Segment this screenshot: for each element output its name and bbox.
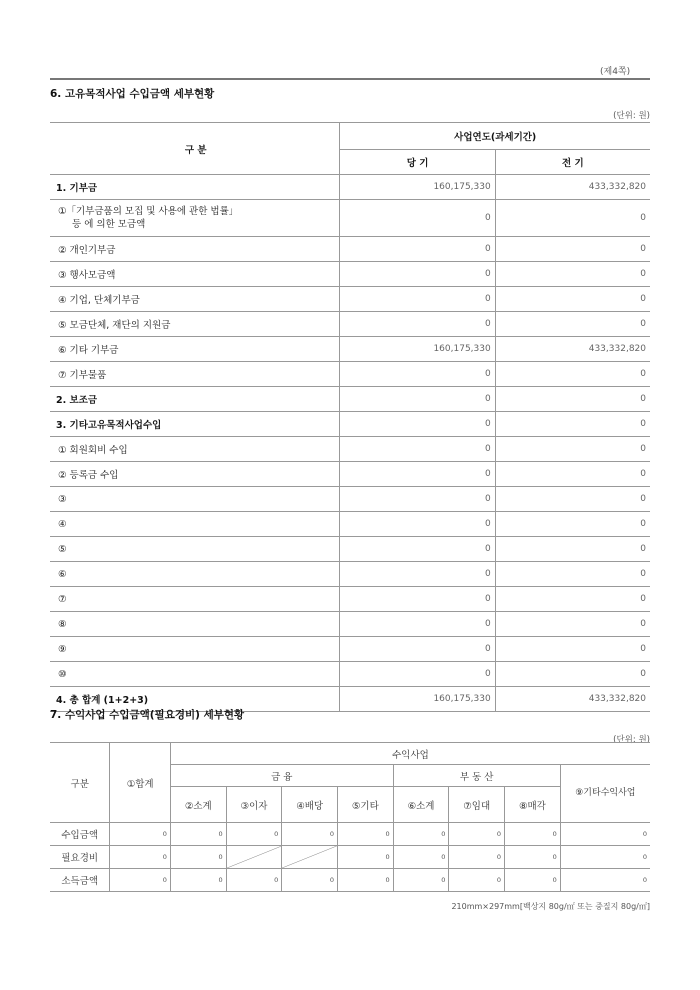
income-row-previous: 433,332,820: [495, 687, 650, 712]
header-current: 당 기: [340, 150, 495, 175]
t7-header-sale: ⑧매각: [505, 787, 561, 823]
income-row-label: [50, 262, 340, 287]
income-row-label-text: ⑦ 기부물품: [58, 370, 107, 381]
income-row: [50, 512, 650, 537]
business-row-value: 0: [337, 846, 393, 869]
income-row-label-text: 1. 기부금: [56, 183, 98, 194]
t7-header-fin-subtotal: ②소계: [170, 787, 226, 823]
business-row-value: 0: [110, 846, 170, 869]
income-row-previous: 0: [495, 237, 650, 262]
income-row-label-text: 3. 기타고유목적사업수입: [56, 420, 162, 431]
paper-spec-footer: 210mm×297mm[백상지 80g/㎡ 또는 중질지 80g/㎡]: [451, 902, 650, 911]
not-applicable-cell: [282, 846, 338, 869]
t7-header-re-subtotal: ⑥소계: [393, 787, 449, 823]
t7-header-realestate: 부 동 산: [393, 765, 560, 787]
income-row: [50, 237, 650, 262]
business-row-value: 0: [110, 823, 170, 846]
income-row-label-text: ② 개인기부금: [58, 245, 116, 256]
income-row: [50, 637, 650, 662]
income-row-previous: 0: [495, 662, 650, 687]
income-row-previous: 0: [495, 312, 650, 337]
business-row-value: 0: [282, 869, 338, 892]
income-row-current: 0: [340, 287, 495, 312]
income-row: [50, 337, 650, 362]
income-row-current: 0: [340, 587, 495, 612]
business-income-table: [50, 742, 650, 892]
income-row: [50, 662, 650, 687]
income-row-current: 0: [340, 512, 495, 537]
income-row-label: [50, 512, 340, 537]
section6-unit: (단위: 원): [613, 111, 650, 121]
business-row-value: 0: [560, 846, 650, 869]
income-row-current: 0: [340, 537, 495, 562]
income-row: [50, 262, 650, 287]
income-row: [50, 175, 650, 200]
income-row-label: [50, 200, 340, 237]
income-row-label-text: ⑥ 기타 기부금: [58, 345, 119, 356]
income-row-previous: 0: [495, 612, 650, 637]
income-row-label: [50, 437, 340, 462]
t7-header-other: ⑨기타수익사업: [560, 765, 650, 823]
diagonal-slash: [227, 846, 282, 868]
business-row-value: 0: [282, 823, 338, 846]
income-row-current: 0: [340, 362, 495, 387]
income-row: [50, 612, 650, 637]
section6-title: 6. 고유목적사업 수입금액 세부현황: [50, 88, 215, 100]
header-category: 구 분: [50, 123, 340, 175]
t7-header-interest: ③이자: [226, 787, 282, 823]
business-row-label: 수입금액: [50, 823, 110, 846]
business-row-value: 0: [505, 846, 561, 869]
income-row-current: 0: [340, 387, 495, 412]
business-row-value: 0: [226, 869, 282, 892]
business-row-value: 0: [226, 823, 282, 846]
income-row: [50, 462, 650, 487]
income-row-current: 0: [340, 412, 495, 437]
income-row-current: 0: [340, 487, 495, 512]
business-row-value: 0: [449, 823, 505, 846]
income-row-previous: 0: [495, 562, 650, 587]
business-row-value: 0: [170, 869, 226, 892]
income-row-label-text: ⑥: [58, 568, 67, 580]
income-row-label: [50, 612, 340, 637]
business-income-body: [50, 823, 650, 892]
income-row-current: 0: [340, 612, 495, 637]
income-row-label: [50, 387, 340, 412]
income-row-label: [50, 662, 340, 687]
income-row: [50, 362, 650, 387]
income-row-label: [50, 412, 340, 437]
income-row-label-text: ⑩: [58, 668, 67, 680]
income-row-label-text: ⑦: [58, 593, 67, 605]
section7-unit: (단위: 원): [613, 735, 650, 745]
income-row-label-text: ④: [58, 518, 67, 530]
income-row-label: [50, 237, 340, 262]
income-row-current: 160,175,330: [340, 175, 495, 200]
income-row-current: 160,175,330: [340, 687, 495, 712]
income-row-current: 160,175,330: [340, 337, 495, 362]
business-row: [50, 846, 650, 869]
income-row-label-text: ② 등록금 수입: [58, 470, 119, 481]
t7-header-dividend: ④배당: [282, 787, 338, 823]
business-row-value: 0: [505, 823, 561, 846]
income-row-current: 0: [340, 662, 495, 687]
income-row-previous: 0: [495, 200, 650, 237]
income-row-previous: 433,332,820: [495, 337, 650, 362]
income-row-label-text: ④ 기업, 단체기부금: [58, 295, 140, 306]
income-detail-table: [50, 122, 650, 712]
income-row-current: 0: [340, 562, 495, 587]
income-row-label-text: ⑧: [58, 618, 67, 630]
income-row: [50, 537, 650, 562]
income-row-previous: 0: [495, 262, 650, 287]
business-row-value: 0: [449, 846, 505, 869]
income-row-label: [50, 287, 340, 312]
business-row-value: 0: [337, 869, 393, 892]
income-row: [50, 200, 650, 237]
income-row-label-text: 4. 총 합계 (1+2+3): [56, 695, 149, 706]
income-row-previous: 0: [495, 412, 650, 437]
income-row-label-text: ③ 행사모금액: [58, 270, 116, 281]
income-row-label-text: ⑤: [58, 543, 67, 555]
income-row-previous: 0: [495, 287, 650, 312]
business-row-value: 0: [170, 823, 226, 846]
business-row: [50, 823, 650, 846]
income-row-current: 0: [340, 312, 495, 337]
income-row-label-text: ⑤ 모금단체, 재단의 지원금: [58, 320, 171, 331]
income-row-label-text: ① 회원회비 수입: [58, 445, 128, 456]
income-detail-body: [50, 175, 650, 712]
income-row: [50, 437, 650, 462]
diagonal-slash: [282, 846, 337, 868]
income-row-previous: 0: [495, 512, 650, 537]
business-row-value: 0: [505, 869, 561, 892]
t7-header-fin-other: ⑤기타: [337, 787, 393, 823]
business-row-value: 0: [110, 869, 170, 892]
t7-header-rent: ⑦임대: [449, 787, 505, 823]
income-row-label: [50, 462, 340, 487]
income-row-label-text-2: 등 에 의한 모금액: [72, 219, 146, 230]
income-row-label-text: ⑨: [58, 643, 67, 655]
income-row-label: [50, 562, 340, 587]
income-row: [50, 587, 650, 612]
income-row: [50, 487, 650, 512]
income-row-current: 0: [340, 437, 495, 462]
business-row-value: 0: [560, 823, 650, 846]
income-row-previous: 0: [495, 537, 650, 562]
income-row: [50, 412, 650, 437]
t7-header-business: 수익사업: [170, 743, 650, 765]
income-row-current: 0: [340, 262, 495, 287]
income-row-current: 0: [340, 237, 495, 262]
business-row-value: 0: [449, 869, 505, 892]
income-row-label: [50, 487, 340, 512]
income-row: [50, 287, 650, 312]
income-row: [50, 312, 650, 337]
income-row: [50, 562, 650, 587]
t7-header-finance: 금 융: [170, 765, 393, 787]
t7-header-category: 구분: [50, 743, 110, 823]
income-row-previous: 0: [495, 437, 650, 462]
income-row-label: [50, 637, 340, 662]
t7-header-total: ①합계: [110, 743, 170, 823]
income-row-previous: 433,332,820: [495, 175, 650, 200]
income-row-previous: 0: [495, 362, 650, 387]
business-row-value: 0: [393, 823, 449, 846]
page-number: (제4쪽): [600, 67, 631, 77]
business-row-value: 0: [393, 846, 449, 869]
business-row-value: 0: [337, 823, 393, 846]
income-row-label: [50, 312, 340, 337]
income-row: [50, 387, 650, 412]
business-row-label: 필요경비: [50, 846, 110, 869]
income-row-previous: 0: [495, 637, 650, 662]
income-row-label: [50, 587, 340, 612]
business-row-value: 0: [170, 846, 226, 869]
income-row-label: [50, 537, 340, 562]
income-row-label-text: ③: [58, 493, 67, 505]
not-applicable-cell: [226, 846, 282, 869]
income-row-label: [50, 175, 340, 200]
income-row-previous: 0: [495, 487, 650, 512]
income-row-label-text: 2. 보조금: [56, 395, 98, 406]
top-rule: [50, 78, 650, 80]
income-row-previous: 0: [495, 387, 650, 412]
section7-title: 7. 수익사업 수입금액(필요경비) 세부현황: [50, 709, 245, 721]
business-row: [50, 869, 650, 892]
income-row-previous: 0: [495, 587, 650, 612]
business-row-label: 소득금액: [50, 869, 110, 892]
income-row-label: [50, 337, 340, 362]
income-row-current: 0: [340, 637, 495, 662]
business-row-value: 0: [560, 869, 650, 892]
header-period: 사업연도(과세기간): [340, 123, 650, 150]
income-row-previous: 0: [495, 462, 650, 487]
business-row-value: 0: [393, 869, 449, 892]
income-row-label: [50, 362, 340, 387]
income-row-label-text: ①「기부금품의 모집 및 사용에 관한 법률」: [58, 206, 239, 217]
income-row-current: 0: [340, 200, 495, 237]
header-previous: 전 기: [495, 150, 650, 175]
income-row-current: 0: [340, 462, 495, 487]
